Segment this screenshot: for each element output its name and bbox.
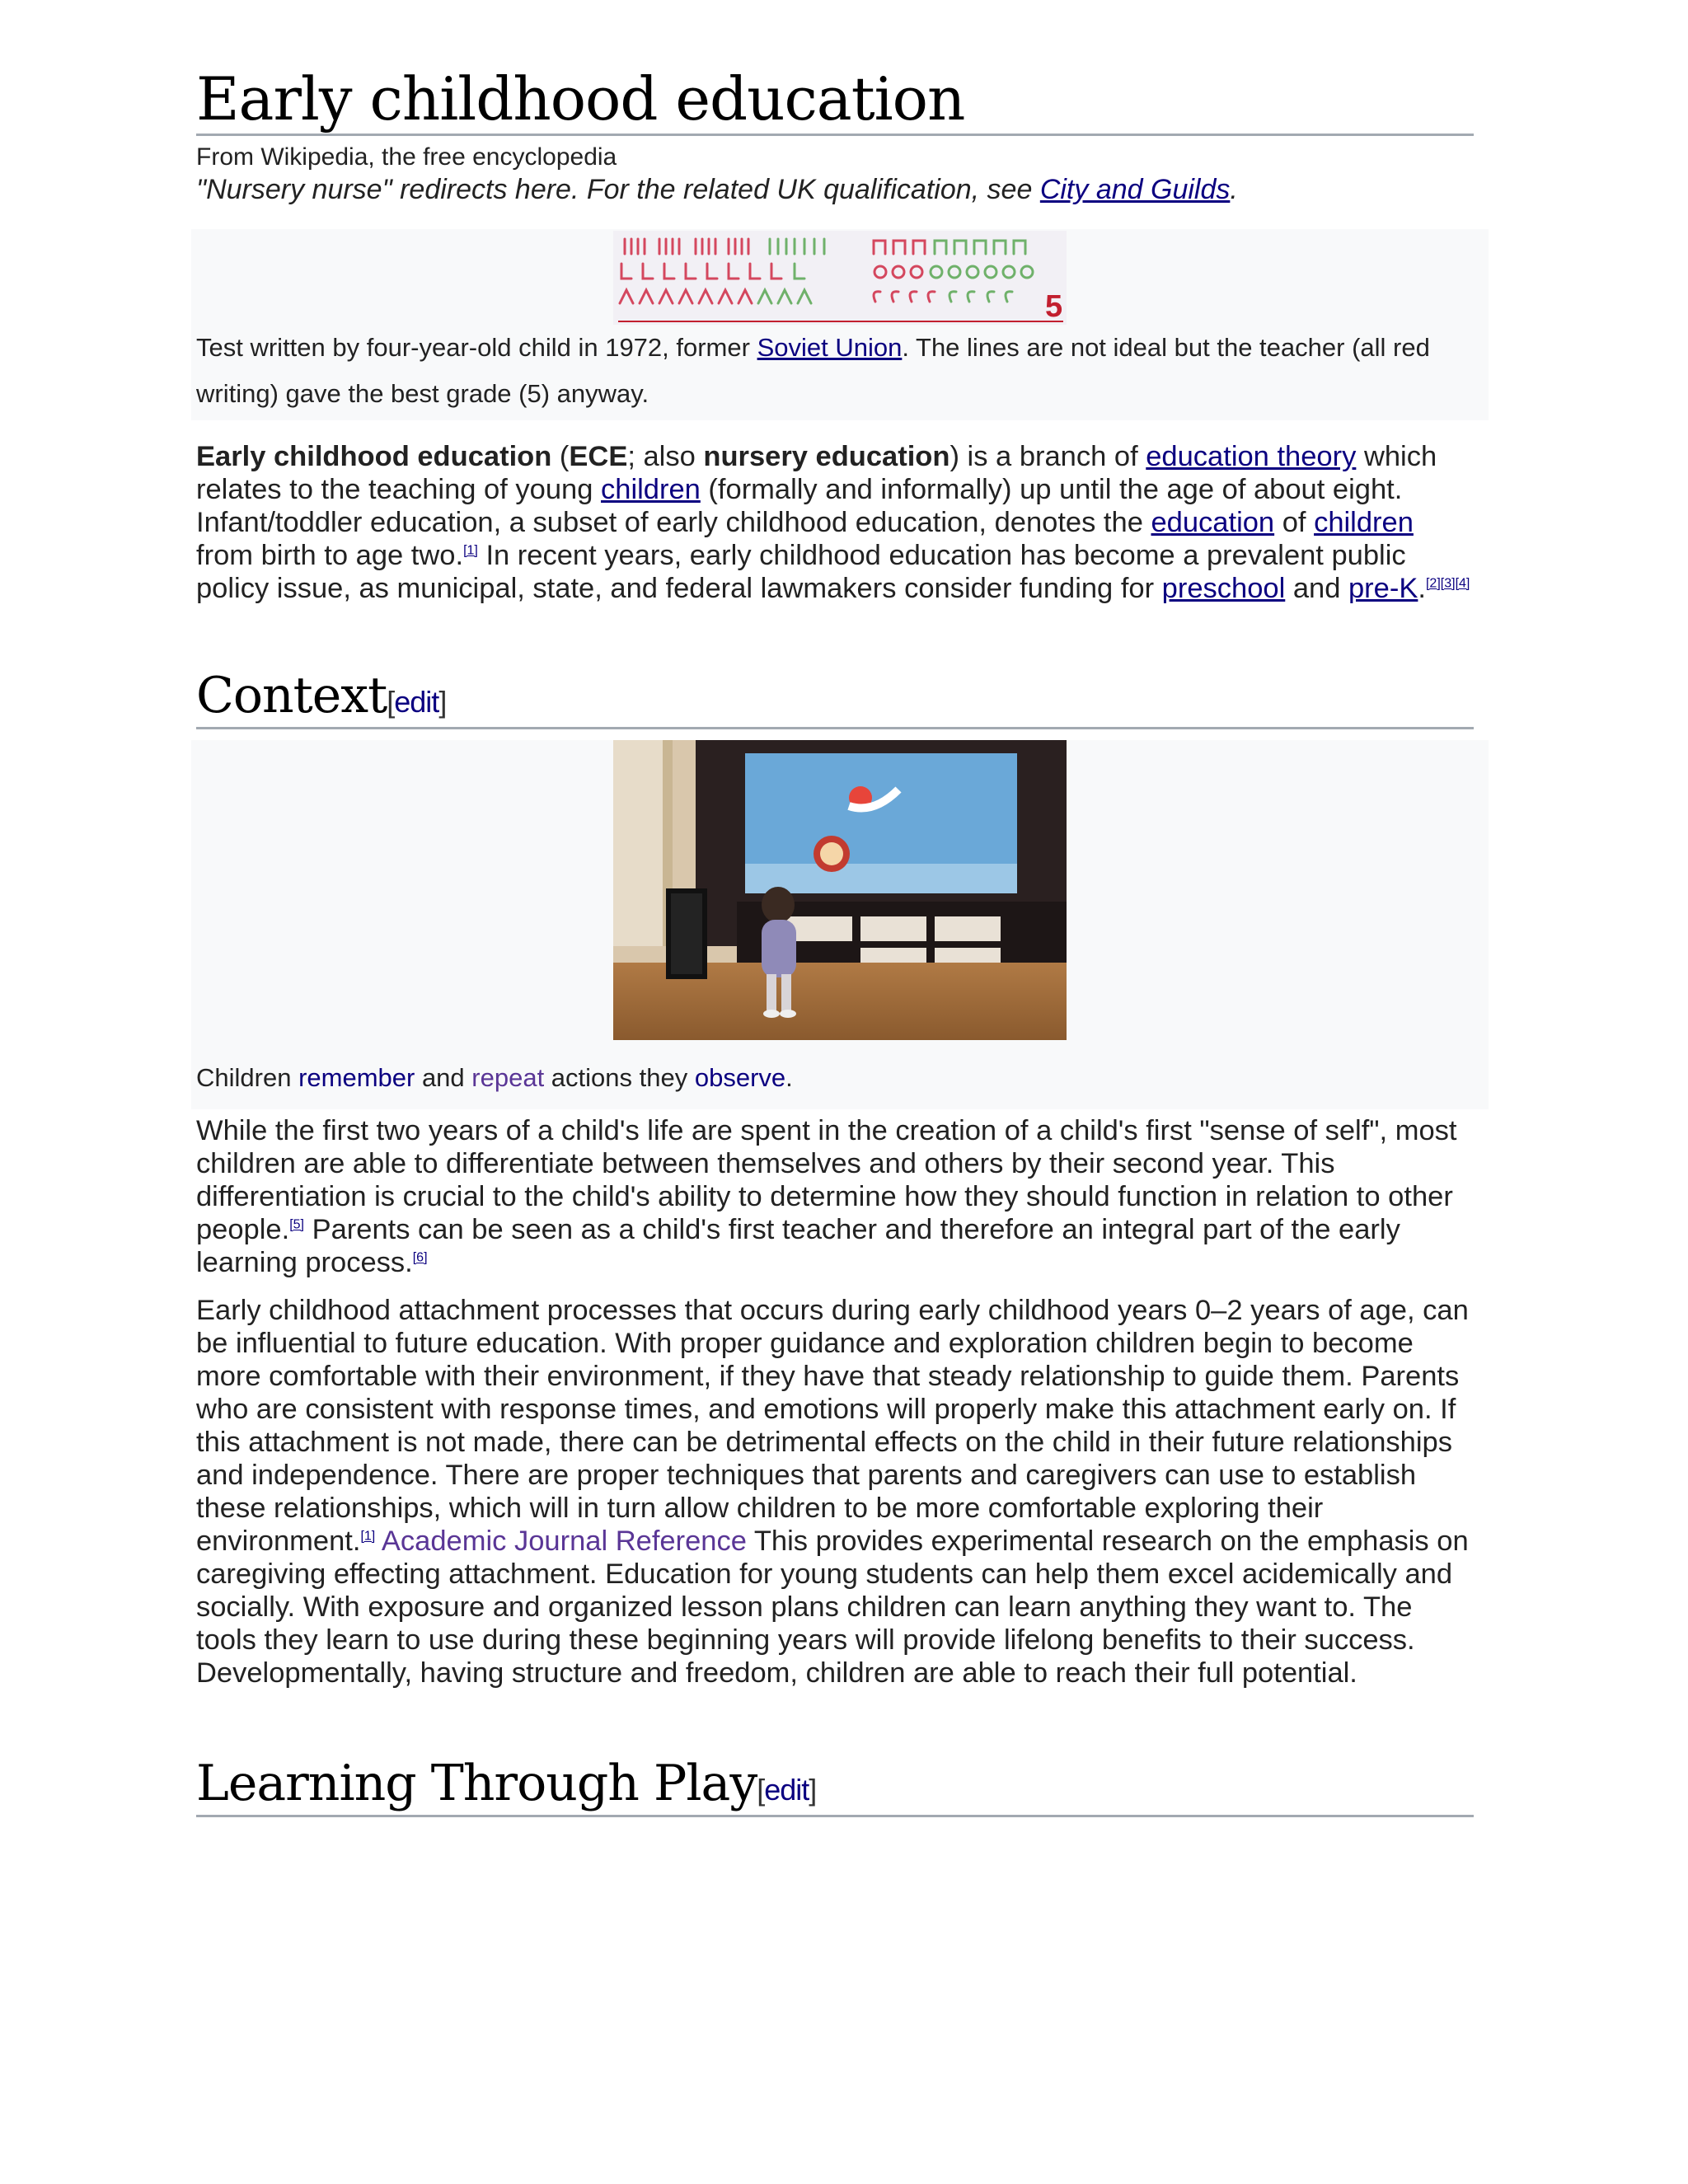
- ref-3-link[interactable]: [3]: [1440, 576, 1456, 591]
- learning-through-play-heading: [196, 1755, 1474, 1817]
- text-run: In recent years, early childhood education has become a prevalent public policy issue, as municipal, state, and federal lawmakers consider funding for: [196, 540, 1406, 604]
- ref-6-link[interactable]: [6]: [412, 1250, 428, 1265]
- soviet-union-link[interactable]: Soviet Union: [757, 333, 903, 362]
- pre-k-link[interactable]: pre-K: [1348, 573, 1418, 604]
- text-run: of: [1274, 507, 1315, 538]
- repeat-link[interactable]: repeat: [471, 1063, 545, 1092]
- text-run: (: [551, 441, 570, 472]
- children-link-2[interactable]: children: [1314, 507, 1414, 538]
- edit-bracket-close: ]: [438, 685, 447, 719]
- ref-6[interactable]: [413, 1251, 428, 1265]
- intro-paragraph: [196, 440, 1474, 605]
- edit-bracket-open: [: [387, 685, 395, 719]
- hatnote-end: .: [1230, 174, 1238, 205]
- education-link[interactable]: education: [1151, 507, 1275, 538]
- context-edit-link[interactable]: edit: [394, 685, 439, 719]
- grade-mark: 5: [1045, 289, 1063, 324]
- text-run: .: [1418, 573, 1426, 604]
- ref-1-link[interactable]: [1]: [463, 543, 478, 558]
- text-run: which relates to the teaching of young: [196, 441, 1437, 505]
- learning-heading-block: [196, 1755, 1474, 1817]
- context-heading: [196, 667, 1474, 729]
- context-heading-text: Context: [196, 667, 387, 724]
- figure-box-2: [191, 740, 1489, 1109]
- context-paragraph-1: [196, 1114, 1474, 1279]
- caption-text: and: [415, 1063, 472, 1092]
- ref-4-link[interactable]: [4]: [1455, 576, 1470, 591]
- education-theory-link[interactable]: education theory: [1146, 441, 1357, 472]
- text-run: This provides experimental research on the emphasis on caregiving effecting attachment. Education for young students can help them excel acidemically and socially. With exposure and organized lesson plans children can learn anything they want to. The tools they learn to use during these beginning years will provide lifelong benefits to their success. Developmentally, having structure and freedom, children are able to reach their full potential.: [196, 1526, 1469, 1689]
- children-link[interactable]: children: [601, 474, 701, 505]
- hatnote: [196, 172, 1474, 207]
- context-heading-block: [196, 667, 1474, 729]
- bold-term-abbr: ECE: [569, 441, 628, 472]
- context-paragraph-2: [196, 1294, 1474, 1690]
- ref-1-again-link[interactable]: [1]: [360, 1529, 376, 1544]
- city-and-guilds-link[interactable]: City and Guilds: [1039, 174, 1231, 205]
- figure-child-tv: [196, 740, 1474, 1109]
- bold-term-nursery: nursery education: [703, 441, 950, 472]
- learning-heading-text: Learning Through Play: [196, 1755, 757, 1812]
- intro-section: [196, 440, 1474, 605]
- ref-2-4[interactable]: [1426, 577, 1470, 591]
- caption-text: Test written by four-year-old child in 1972, former: [196, 333, 757, 362]
- text-run: from birth to age two.: [196, 540, 464, 571]
- figure-image-wrap: [196, 231, 1484, 325]
- child-watching-tv-image: [613, 740, 1067, 1040]
- ref-1-again[interactable]: [360, 1530, 375, 1544]
- text-run: Early childhood attachment processes that occurs during early childhood years 0–2 years of age, can be influential to future education. With proper guidance and exploration children begin to become more comfortable with their environment, if they have that steady relationship to guide them. Parents who are consistent with response times, and emotions will properly make this attachment early on. If this attachment is not made, there can be detrimental effects on the child in their future relationships and independence. There are proper techniques that parents and caregivers can use to establish these relationships, which will in turn allow children to be more comfortable exploring their environment.: [196, 1295, 1469, 1557]
- ref-5-link[interactable]: [5]: [289, 1217, 304, 1232]
- text-run: Parents can be seen as a child's first teacher and therefore an integral part of the early learning process.: [196, 1214, 1400, 1278]
- caption-text: .: [785, 1063, 793, 1092]
- handwritten-test-image: [613, 231, 1067, 325]
- text-run: ; also: [627, 441, 704, 472]
- learning-edit-section: [757, 1773, 816, 1807]
- ref-5[interactable]: [289, 1218, 304, 1232]
- context-edit-section: [387, 685, 446, 719]
- title-block: [196, 64, 1474, 207]
- preschool-link[interactable]: preschool: [1161, 573, 1286, 604]
- from-wikipedia-tagline: From Wikipedia, the free encyclopedia: [196, 143, 617, 171]
- ref-2-link[interactable]: [2]: [1425, 576, 1441, 591]
- context-paragraph-1-block: [196, 1114, 1474, 1279]
- figure-caption: [196, 325, 1484, 417]
- caption-text-end: . The lines are not ideal but the teacher (all red writing) gave the best grade (5) anyway.: [196, 333, 1430, 408]
- ref-1[interactable]: [463, 544, 478, 558]
- edit-bracket-close: ]: [809, 1773, 817, 1807]
- page-title: Early childhood education: [196, 69, 1474, 136]
- observe-link[interactable]: observe: [694, 1063, 786, 1092]
- academic-journal-reference-link[interactable]: Academic Journal Reference: [375, 1526, 747, 1557]
- text-run: and: [1285, 573, 1348, 604]
- caption-text: actions they: [544, 1063, 695, 1092]
- text-run: (formally and informally) up until the age of about eight. Infant/toddler education, a subset of early childhood education, denotes the: [196, 474, 1403, 538]
- text-run: While the first two years of a child's life are spent in the creation of a child's first "sense of self", most children are able to differentiate between themselves and others by their second year. This differentiation is crucial to the child's ability to determine how they should function in relation to other people.: [196, 1115, 1457, 1245]
- bold-term-ece: Early childhood education: [196, 441, 552, 472]
- figure-caption-2: [196, 1040, 1484, 1106]
- hatnote-text: "Nursery nurse" redirects here. For the related UK qualification, see: [196, 174, 1040, 205]
- figure-test-writing: [196, 229, 1474, 420]
- remember-link[interactable]: remember: [298, 1063, 415, 1092]
- figure-box: [191, 229, 1489, 420]
- learning-edit-link[interactable]: edit: [764, 1773, 809, 1807]
- figure-image-wrap-2: [196, 740, 1484, 1040]
- text-run: ) is a branch of: [950, 441, 1146, 472]
- context-paragraph-2-block: [196, 1294, 1474, 1690]
- caption-text: Children: [196, 1063, 299, 1092]
- edit-bracket-open: [: [757, 1773, 765, 1807]
